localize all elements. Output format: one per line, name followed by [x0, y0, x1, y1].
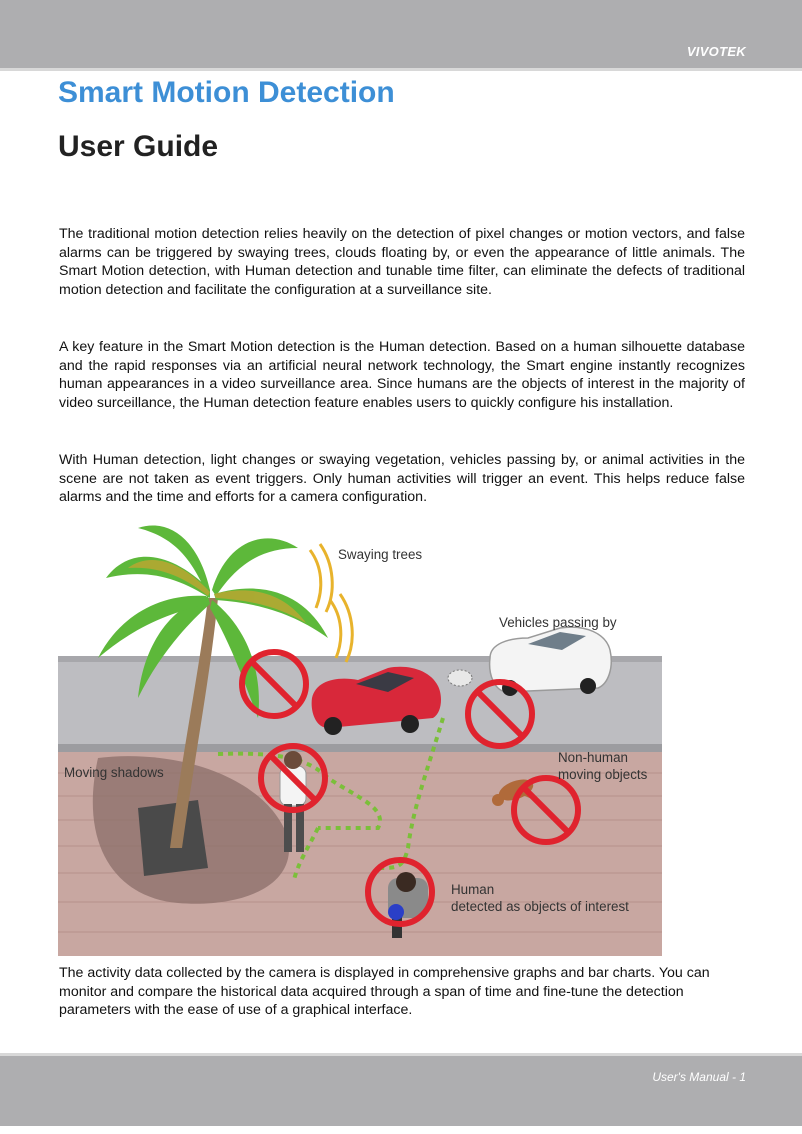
exhaust-cloud: [448, 670, 472, 686]
label-non-human-line1: Non-human: [558, 750, 628, 765]
smart-motion-illustration: [58, 508, 662, 956]
label-moving-shadows: Moving shadows: [64, 765, 164, 780]
human-detection-marker: [388, 904, 404, 920]
page-header: [0, 0, 802, 68]
label-human-line2: detected as objects of interest: [451, 899, 629, 914]
brand-logo: VIVOTEK: [686, 44, 746, 59]
label-swaying-trees: Swaying trees: [338, 547, 423, 562]
paragraph-activity-data: The activity data collected by the camera is displayed in comprehensive graphs and bar charts. You can monitor and compare the historical data acquired through a span of time and fine-tune the detection parameters with the ease of use of a graphical interface.: [59, 965, 710, 1019]
page-footer: [0, 1056, 802, 1126]
page-number-label: User's Manual - 1: [652, 1070, 746, 1084]
label-vehicles: Vehicles passing by: [499, 615, 617, 630]
paragraph-intro: The traditional motion detection relies heavily on the detection of pixel changes or motion vectors, and false alarms can be triggered by swaying trees, clouds floating by, or even the appearance of little animals. The Smart Motion detection, with Human detection and tunable time filter, can eliminate the defects of traditional motion detection and facilitate the configuration at a surveillance site.: [59, 226, 745, 298]
paragraph-human-detection: With Human detection, light changes or swaying vegetation, vehicles passing by, or animal activities in the scene are not taken as event triggers. Only human activities will trigger an event. This helps reduce false alarms and the time and efforts for a camera configuration.: [59, 452, 745, 506]
header-divider: [0, 68, 802, 71]
label-human-line1: Human: [451, 882, 495, 897]
label-non-human-line2: moving objects: [558, 767, 648, 782]
paragraph-key-feature: A key feature in the Smart Motion detection is the Human detection. Based on a human silhouette database and the rapid responses via an artificial neural network technology, the Smart engine instantly recognizes human appearances in a video surveillance area. Since humans are the objects of interest in the majority of video surceillance, the Human detection feature enables users to quickly configure his installation.: [59, 339, 745, 411]
page-subtitle: User Guide: [58, 130, 219, 163]
page-title: Smart Motion Detection: [58, 76, 395, 109]
label-non-human: [558, 749, 647, 783]
label-human: [451, 881, 629, 915]
